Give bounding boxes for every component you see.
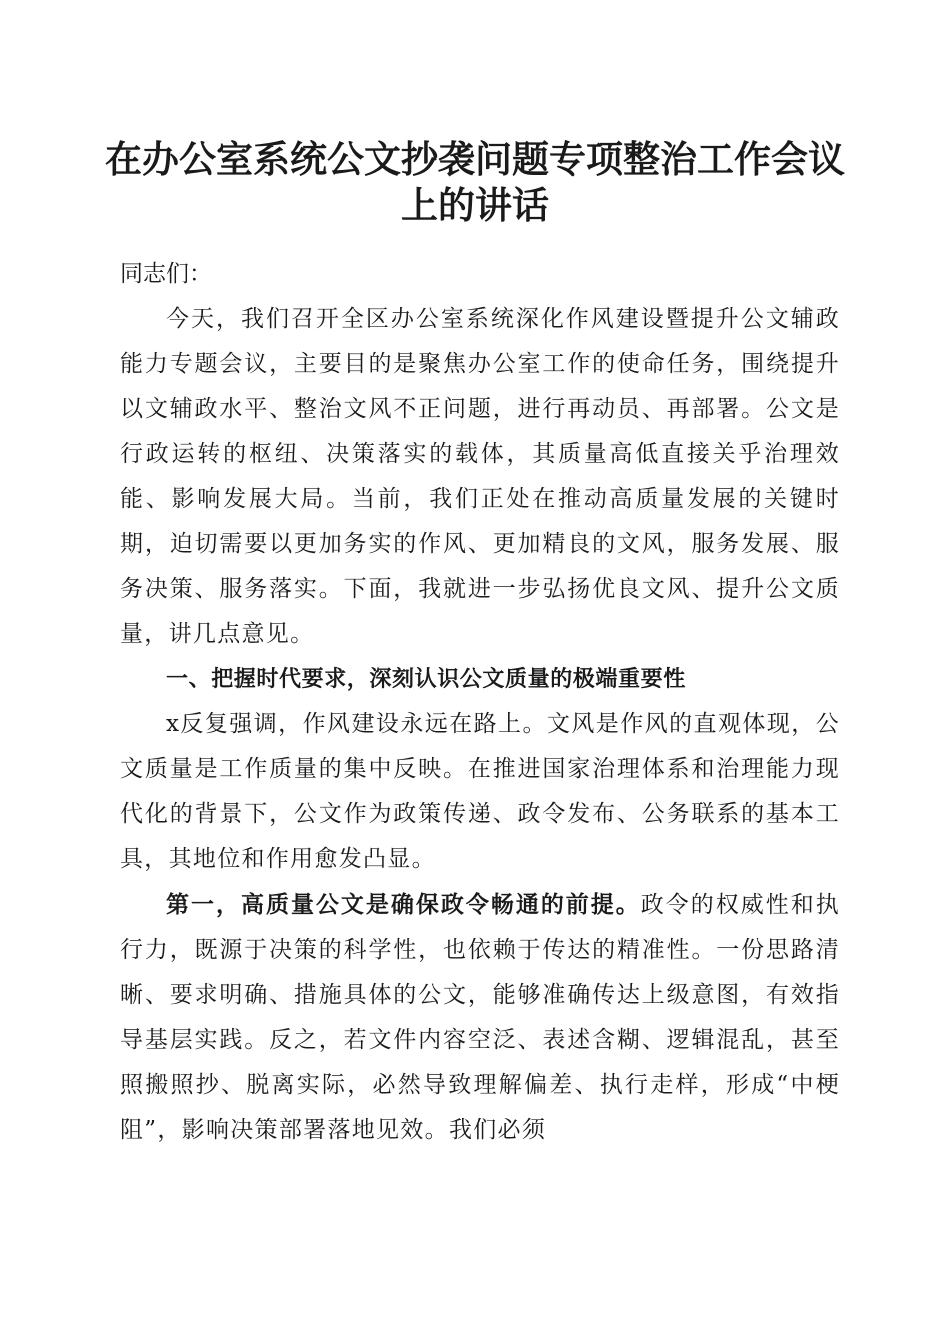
document-title: [100, 136, 850, 228]
title-line-2: 上的讲话: [401, 183, 549, 227]
paragraph-first-point: [120, 882, 840, 1153]
section-heading-1: 一、把握时代要求，深刻认识公文质量的极端重要性: [166, 667, 686, 692]
first-point-body: 政令的权威性和执行力，既源于决策的科学性，也依赖于传达的精准性。一份思路清晰、要求明确、措施具体的公文，能够准确传达上级意图，有效指导基层实践。反之，若文件内容空泛、表述含糊、逻辑混乱，甚至照搬照抄、脱离实际，必然导致理解偏差、执行走样，形成“中梗阻”，影响决策部署落地见效。我们必须: [120, 892, 840, 1143]
first-point-lead: 第一，高质量公文是确保政令畅通的前提。: [166, 891, 641, 918]
paragraph-section-1: x反复强调，作风建设永远在路上。文风是作风的直观体现，公文质量是工作质量的集中反映。在推进国家治理体系和治理能力现代化的背景下，公文作为政策传递、政令发布、公务联系的基本工具，其地位和作用愈发凸显。: [120, 711, 840, 872]
paragraph-intro: 今天，我们召开全区办公室系统深化作风建设暨提升公文辅政能力专题会议，主要目的是聚焦办公室工作的使命任务，围绕提升以文辅政水平、整治文风不正问题，进行再动员、再部署。公文是行政运转的枢纽、决策落实的载体，其质量高低直接关乎治理效能、影响发展大局。当前，我们正处在推动高质量发展的关键时期，迫切需要以更加务实的作风、更加精良的文风，服务发展、服务决策、服务落实。下面，我就进一步弘扬优良文风、提升公文质量，讲几点意见。: [120, 306, 840, 647]
document-body: [120, 252, 840, 1153]
salutation: 同志们：: [120, 261, 212, 287]
title-line-1: 在办公室系统公文抄袭问题专项整治工作会议: [105, 137, 845, 181]
